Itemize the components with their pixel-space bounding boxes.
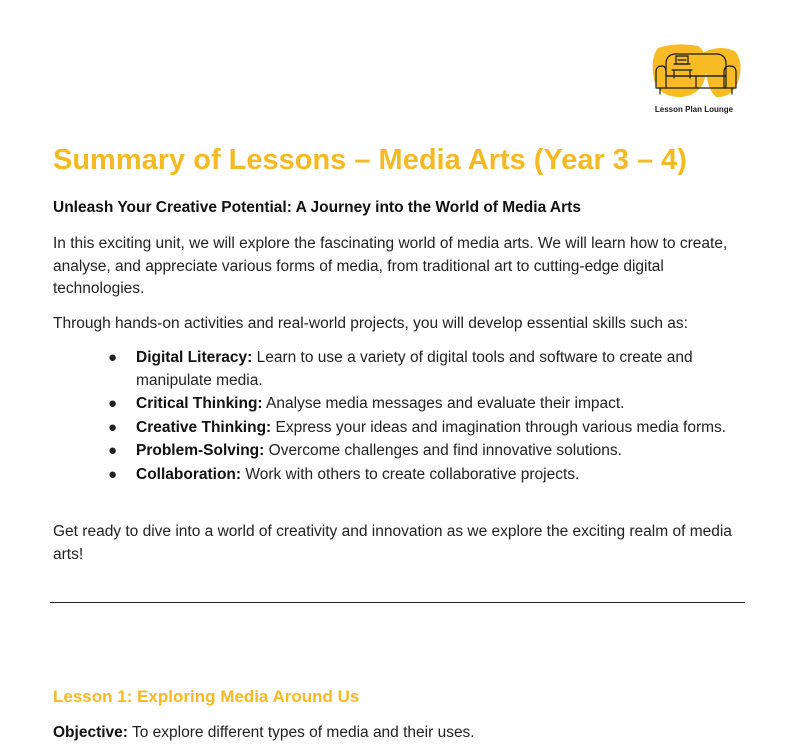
bullet-icon: ● xyxy=(108,349,118,366)
logo-text: Lesson Plan Lounge xyxy=(654,105,734,114)
objective-label: Objective: xyxy=(53,724,128,741)
skill-text: Analyse media messages and evaluate their impact. xyxy=(262,395,625,412)
list-item xyxy=(106,464,746,487)
skill-term: Collaboration: xyxy=(136,465,242,483)
bullet-icon: ● xyxy=(108,442,118,459)
section-divider xyxy=(50,602,745,603)
skill-text: Overcome challenges and find innovative solutions. xyxy=(264,442,622,459)
skill-term: Creative Thinking: xyxy=(136,418,272,436)
skill-term: Digital Literacy: xyxy=(136,349,253,366)
bullet-icon: ● xyxy=(108,465,118,483)
objective-text: To explore different types of media and their uses. xyxy=(127,724,475,741)
bullet-icon: ● xyxy=(108,418,118,436)
list-item xyxy=(106,417,746,440)
brand-logo xyxy=(646,42,742,118)
skill-text: Express your ideas and imagination through various media forms. xyxy=(271,418,727,436)
page-title: Summary of Lessons – Media Arts (Year 3 – 4) xyxy=(53,144,687,176)
lesson-title: Lesson 1: Exploring Media Around Us xyxy=(53,687,360,706)
list-item xyxy=(106,440,746,463)
outro-paragraph: Get ready to dive into a world of creativity and innovation as we explore the exciting realm of media arts! xyxy=(53,523,732,563)
list-item xyxy=(106,347,746,392)
lesson-objective xyxy=(53,722,475,744)
page-subtitle: Unleash Your Creative Potential: A Journey into the World of Media Arts xyxy=(53,199,581,216)
skill-text: Work with others to create collaborative projects. xyxy=(241,465,580,483)
list-item xyxy=(106,393,746,416)
intro-paragraph: In this exciting unit, we will explore the fascinating world of media arts. We will learn how to create, analyse, and appreciate various forms of media, from traditional art to cutting-edge digital technologies. xyxy=(53,235,728,297)
skill-term: Critical Thinking: xyxy=(136,395,263,412)
skill-term: Problem-Solving: xyxy=(136,442,265,459)
skills-list xyxy=(106,347,746,487)
bullet-icon: ● xyxy=(108,395,118,412)
skills-lead: Through hands-on activities and real-world projects, you will develop essential skills such as: xyxy=(53,315,688,332)
couch-icon xyxy=(646,42,742,104)
skill-text: Learn to use a variety of digital tools and software to create and manipulate media. xyxy=(136,349,693,389)
